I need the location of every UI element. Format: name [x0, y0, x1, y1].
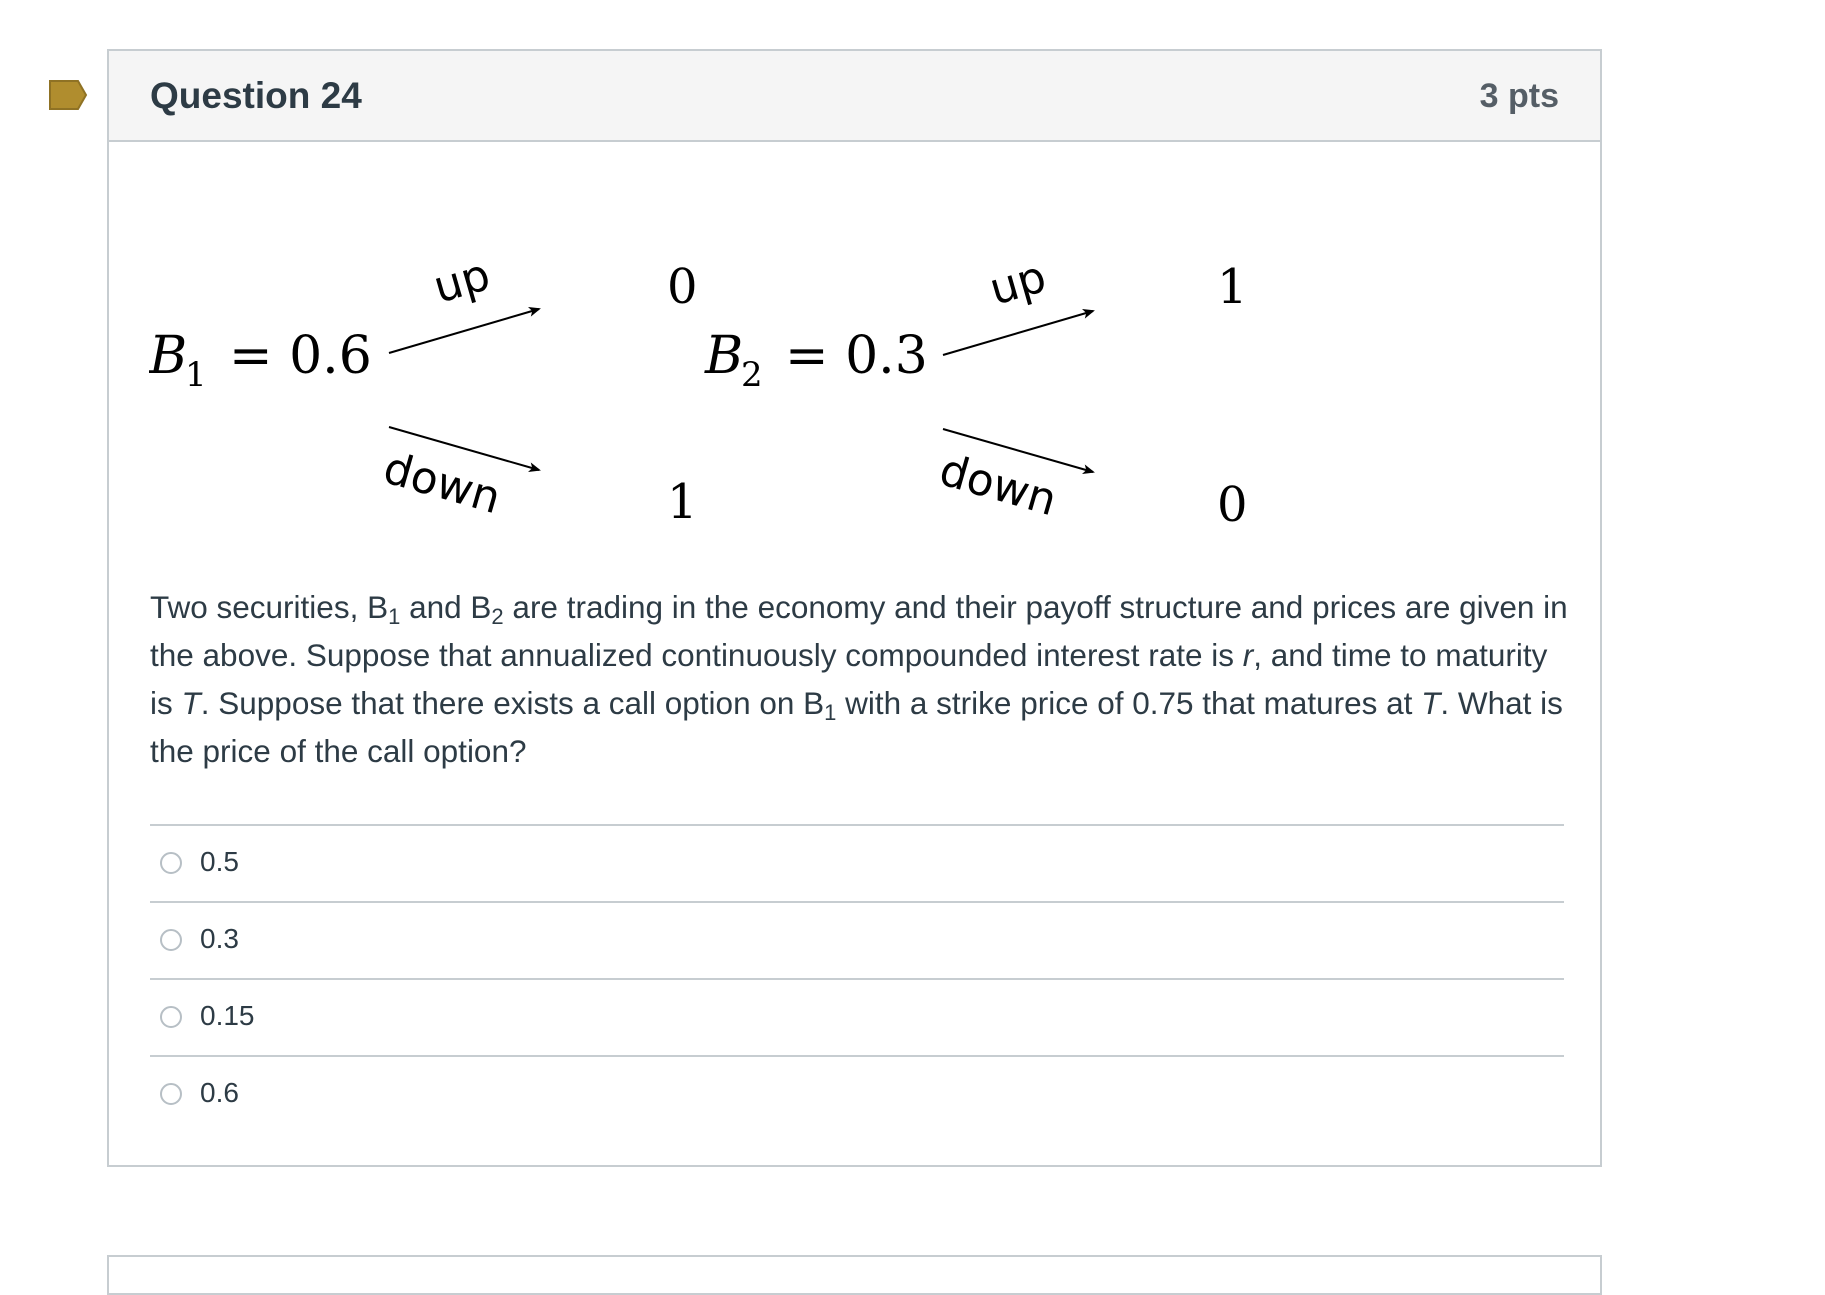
answer-option[interactable] — [150, 980, 1564, 1057]
radio-button[interactable] — [160, 929, 182, 951]
b2-symbol: B — [705, 326, 744, 386]
b1-down-payoff: 1 — [667, 474, 698, 530]
next-question-card — [107, 1255, 1602, 1295]
answer-label[interactable]: 0.6 — [200, 1077, 239, 1108]
answer-label[interactable]: 0.5 — [200, 846, 239, 877]
question-card — [107, 49, 1602, 1167]
answer-list — [150, 824, 1564, 1132]
b1-up-payoff: 0 — [667, 259, 698, 315]
question-title: Question 24 — [150, 75, 362, 116]
question-header — [109, 51, 1600, 142]
radio-button[interactable] — [160, 1083, 182, 1105]
answer-option[interactable] — [150, 826, 1564, 903]
radio-button[interactable] — [160, 852, 182, 874]
b2-up-payoff: 1 — [1217, 259, 1248, 315]
b2-down-label: down — [933, 444, 1063, 527]
radio-button[interactable] — [160, 1006, 182, 1028]
b1-equation: = 0.6 — [229, 326, 372, 386]
b1-up-label: up — [427, 249, 496, 314]
answer-label[interactable]: 0.3 — [200, 923, 239, 954]
b1-subscript: 1 — [185, 355, 207, 395]
answer-option[interactable] — [150, 903, 1564, 980]
b2-up-label: up — [983, 251, 1052, 316]
question-text: Two securities, $B_1$ and $B_2$ are trading in the economy and their payoff structure and prices are given in the above. Suppose that annualized continuously compounded interest rate is r, and time to maturity is T. Suppose that there exists a call option on $B_1$ with a strike price of 0.75 that matures at T. What is the price of the call option? — [150, 589, 1568, 769]
payoff-diagram — [149, 191, 1349, 561]
answer-label[interactable]: 0.15 — [200, 1000, 255, 1031]
b2-equation: = 0.3 — [785, 326, 928, 386]
b1-down-label: down — [377, 442, 507, 525]
b2-up-arrow — [943, 311, 1093, 355]
answer-option[interactable] — [150, 1057, 1564, 1132]
b1-up-arrow — [389, 309, 539, 353]
question-points: 3 pts — [1479, 77, 1559, 115]
b1-symbol: B — [149, 326, 188, 386]
b2-subscript: 2 — [741, 355, 763, 395]
b2-down-payoff: 0 — [1217, 477, 1248, 533]
question-flag-icon[interactable] — [48, 78, 88, 112]
